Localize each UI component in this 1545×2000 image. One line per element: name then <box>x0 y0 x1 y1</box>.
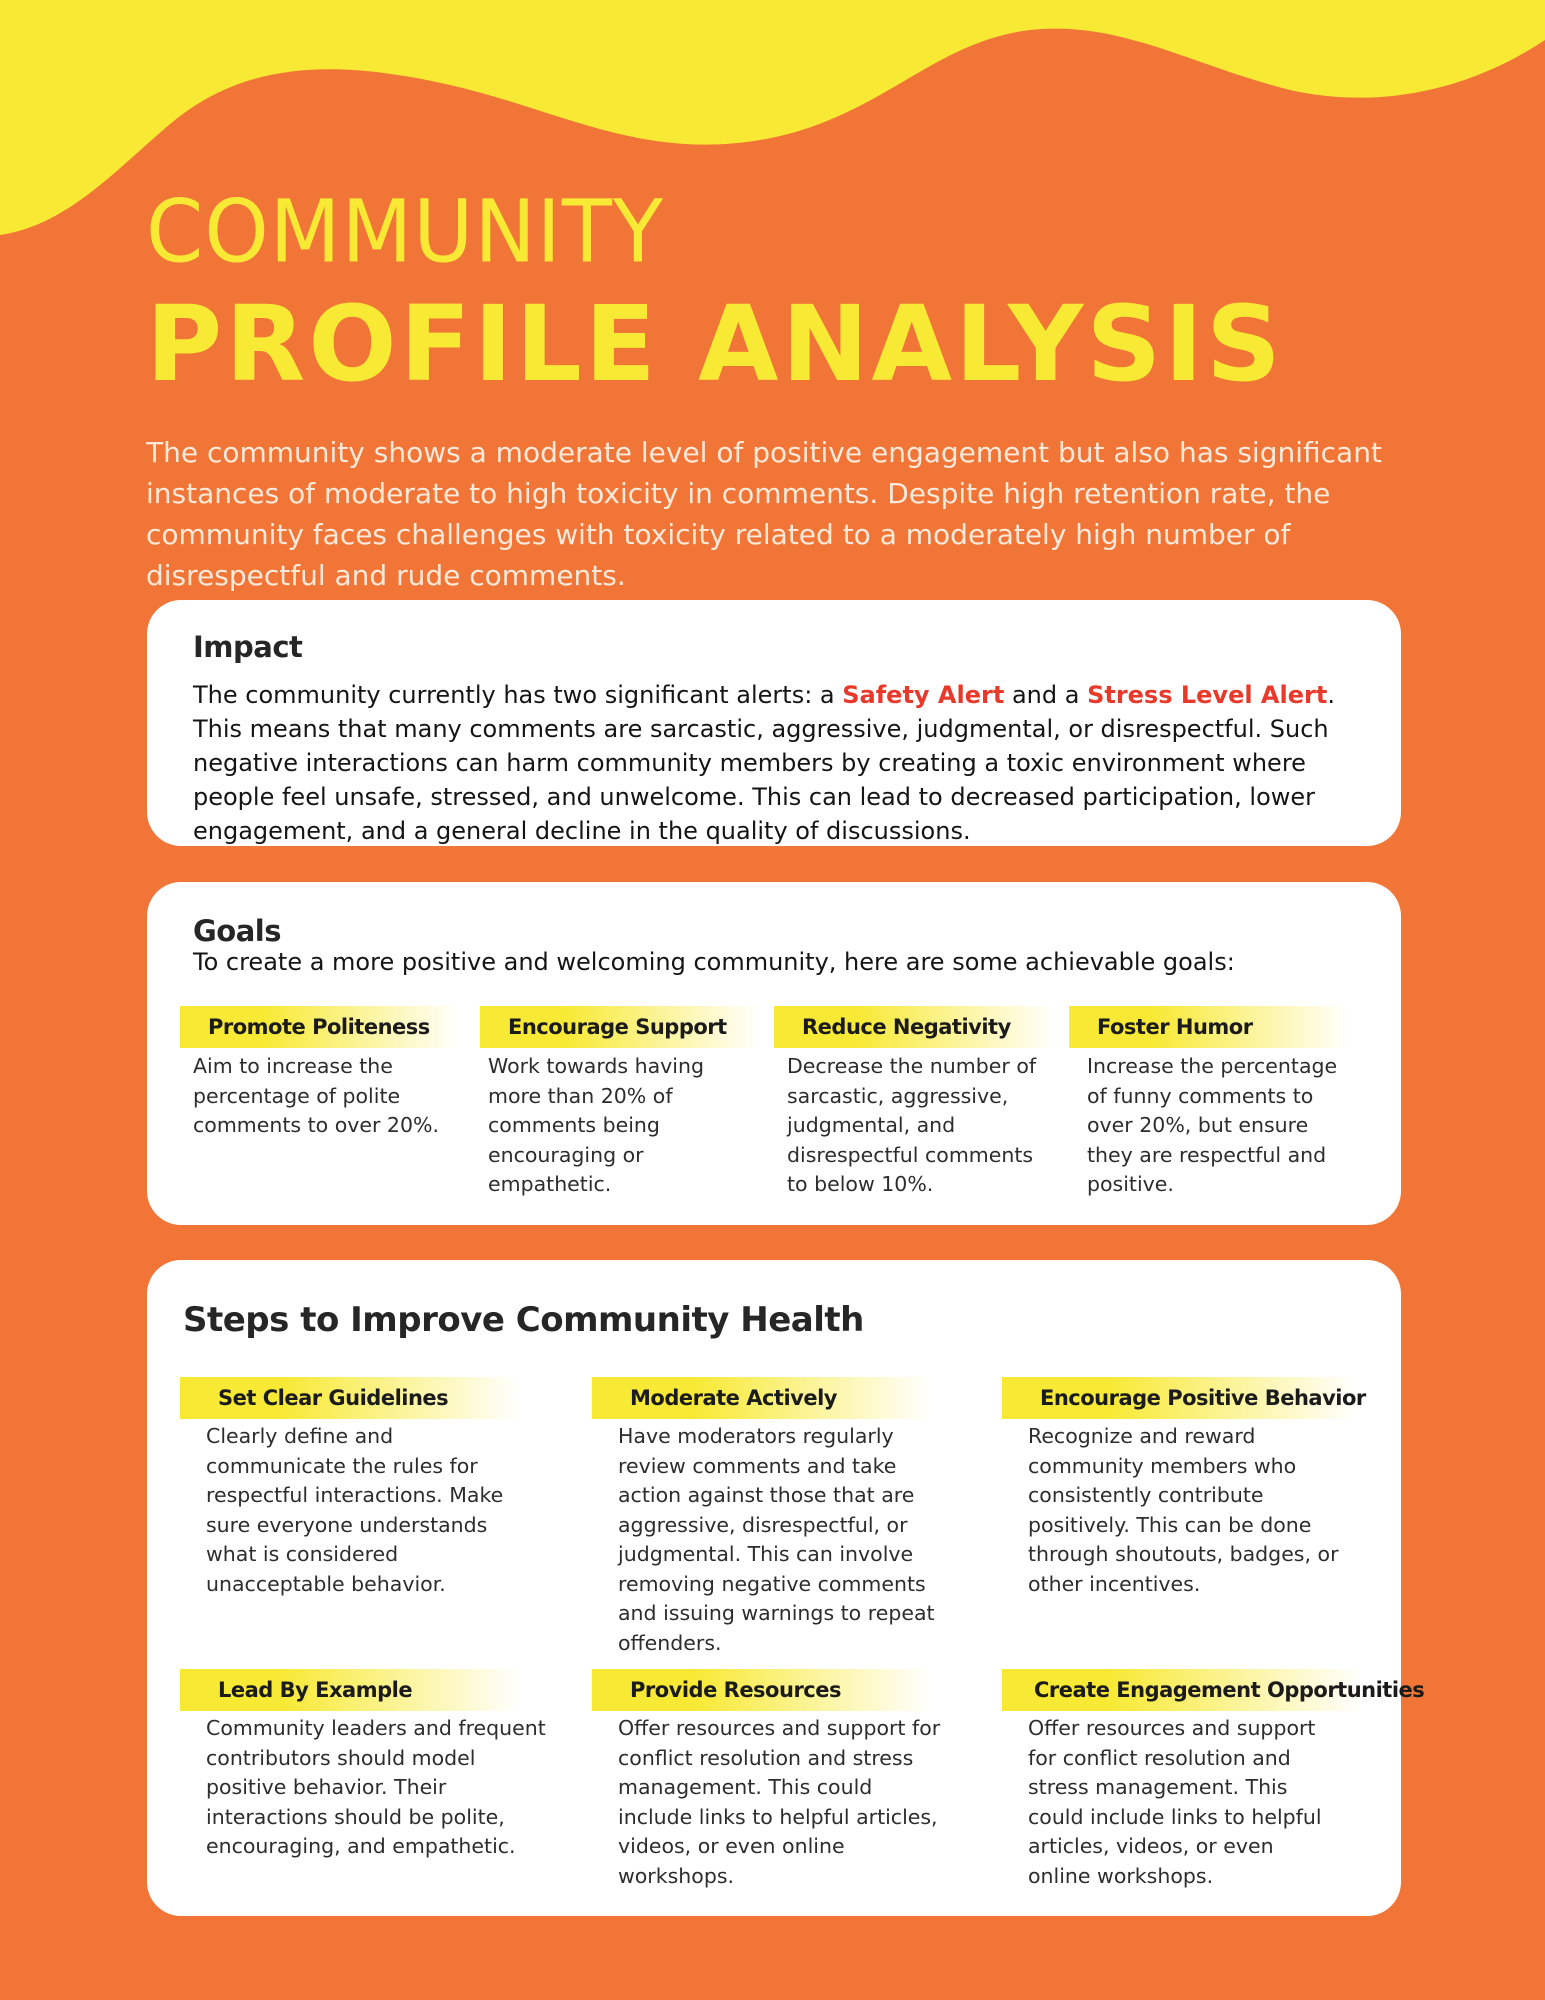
goal-desc-promote-politeness: Aim to increase the percentage of polite comments to over 20%. <box>193 1054 439 1137</box>
step-desc-set-clear-guidelines: Clearly define and communicate the rules for respectful interactions. Make sure everyone understands what is considered unacceptable behavior. <box>206 1424 504 1596</box>
goal-desc-reduce-negativity: Decrease the number of sarcastic, aggressive, judgmental, and disrespectful comments to below 10%. <box>787 1054 1037 1196</box>
goals-subtitle: To create a more positive and welcoming community, here are some achievable goals: <box>193 948 1235 976</box>
step-tag-encourage-positive-behavior: Encourage Positive Behavior <box>1002 1377 1357 1419</box>
step-desc-moderate-actively: Have moderators regularly review comments and take action against those that are aggressive, disrespectful, or judgmental. This can involve removing negative comments and issuing warnings to repeat offenders. <box>618 1424 935 1655</box>
goal-tag-reduce-negativity: Reduce Negativity <box>774 1006 1054 1048</box>
safety-alert-label: Safety Alert <box>842 681 1005 709</box>
stress-level-alert-label: Stress Level Alert <box>1087 681 1328 709</box>
impact-text <box>193 678 1363 848</box>
step-tag-lead-by-example: Lead By Example <box>180 1669 520 1711</box>
steps-heading: Steps to Improve Community Health <box>183 1300 864 1340</box>
step-desc-create-engagement-opportunities: Offer resources and support for conflict resolution and stress management. This could include links to helpful articles, videos, or even online workshops. <box>1028 1716 1322 1888</box>
goal-tag-encourage-support: Encourage Support <box>480 1006 760 1048</box>
impact-card <box>147 600 1401 846</box>
goals-heading: Goals <box>193 914 281 948</box>
goal-desc-foster-humor: Increase the percentage of funny comments to over 20%, but ensure they are respectful and positive. <box>1087 1054 1338 1196</box>
impact-text-middle: and a <box>1004 681 1088 709</box>
step-desc-lead-by-example: Community leaders and frequent contributors should model positive behavior. Their interactions should be polite, encouraging, and empathetic. <box>206 1716 546 1858</box>
goal-desc-encourage-support: Work towards having more than 20% of comments being encouraging or empathetic. <box>488 1054 705 1196</box>
goal-tag-promote-politeness: Promote Politeness <box>180 1006 460 1048</box>
intro-paragraph: The community shows a moderate level of positive engagement but also has significant instances of moderate to high toxicity in comments. Despite high retention rate, the community faces challenges with toxicity related to a moderately high number of disrespectful and rude comments. <box>146 436 1382 592</box>
step-tag-set-clear-guidelines: Set Clear Guidelines <box>180 1377 520 1419</box>
step-desc-encourage-positive-behavior: Recognize and reward community members who consistently contribute positively. This can be done through shoutouts, badges, or other incentives. <box>1028 1424 1339 1596</box>
goals-card <box>147 882 1401 1225</box>
goal-tag-foster-humor: Foster Humor <box>1069 1006 1349 1048</box>
impact-text-start: The community currently has two significant alerts: a <box>193 681 843 709</box>
title-community: COMMUNITY <box>146 182 665 283</box>
impact-text-end: . This means that many comments are sarcastic, aggressive, judgmental, or disrespectful. Such negative interactions can harm community members by creating a toxic environment where people feel unsafe, stressed, and unwelcome. This can lead to decreased participation, lower engagement, and a general decline in the quality of discussions. <box>193 681 1335 845</box>
steps-card <box>147 1260 1425 1916</box>
title-profile-analysis: PROFILE ANALYSIS <box>146 283 1284 405</box>
step-tag-provide-resources: Provide Resources <box>592 1669 932 1711</box>
step-tag-moderate-actively: Moderate Actively <box>592 1377 932 1419</box>
impact-heading: Impact <box>193 630 303 664</box>
step-tag-create-engagement-opportunities: Create Engagement Opportunities <box>1002 1669 1362 1711</box>
step-desc-provide-resources: Offer resources and support for conflict resolution and stress management. This could include links to helpful articles, videos, or even online workshops. <box>618 1716 941 1888</box>
